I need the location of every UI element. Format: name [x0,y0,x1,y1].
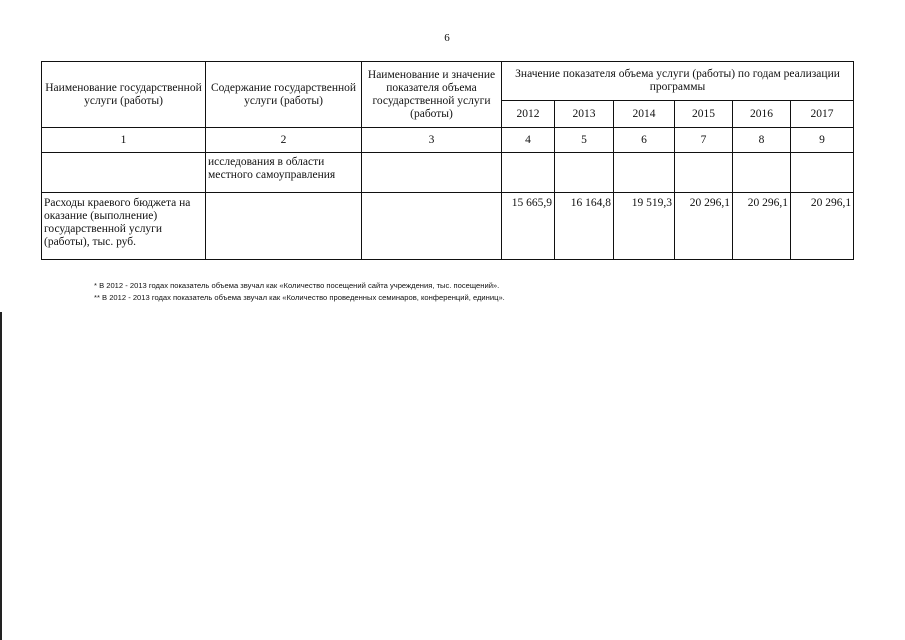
cell-value [614,153,675,193]
header-service-name: Наименование государственной услуги (работы) [42,62,206,128]
cell-value: 20 296,1 [733,193,791,260]
footnote: * В 2012 - 2013 годах показатель объема звучал как «Количество посещений сайта учреждения, тыс. посещений». [94,281,500,290]
footnotes [94,280,505,304]
cell-service: Расходы краевого бюджета на оказание (выполнение) государственной услуги (работы), тыс. руб. [42,193,206,260]
column-number: 7 [675,128,733,153]
column-number: 8 [733,128,791,153]
header-service-content: Содержание государственной услуги (работы) [206,62,362,128]
page-number: 6 [444,32,450,44]
column-number: 9 [791,128,854,153]
header-year: 2017 [791,101,854,128]
cell-value [675,153,733,193]
cell-value: 20 296,1 [791,193,854,260]
footnote: ** В 2012 - 2013 годах показатель объема звучал как «Количество проведенных семинаров, конференций, единиц». [94,293,505,302]
cell-content: исследования в области местного самоуправления [206,153,362,193]
header-year: 2014 [614,101,675,128]
cell-value [791,153,854,193]
cell-value: 15 665,9 [502,193,555,260]
cell-value: 19 519,3 [614,193,675,260]
cell-value [733,153,791,193]
header-year: 2015 [675,101,733,128]
column-number: 1 [42,128,206,153]
column-numbers-row [42,128,854,153]
column-number: 4 [502,128,555,153]
cell-content [206,193,362,260]
table-row [42,193,854,260]
cell-indicator [362,193,502,260]
column-number: 3 [362,128,502,153]
cell-service [42,153,206,193]
header-year: 2012 [502,101,555,128]
cell-indicator [362,153,502,193]
service-volume-table [41,61,854,260]
cell-value [555,153,614,193]
cell-value: 20 296,1 [675,193,733,260]
header-values-by-year: Значение показателя объема услуги (работы) по годам реализации программы [502,62,854,101]
header-indicator: Наименование и значение показателя объема государственной услуги (работы) [362,62,502,128]
column-number: 5 [555,128,614,153]
header-year: 2016 [733,101,791,128]
cell-value [502,153,555,193]
scan-edge-mark [0,312,2,640]
cell-value: 16 164,8 [555,193,614,260]
header-year: 2013 [555,101,614,128]
column-number: 6 [614,128,675,153]
column-number: 2 [206,128,362,153]
table-row [42,153,854,193]
table-header-row [42,62,854,101]
